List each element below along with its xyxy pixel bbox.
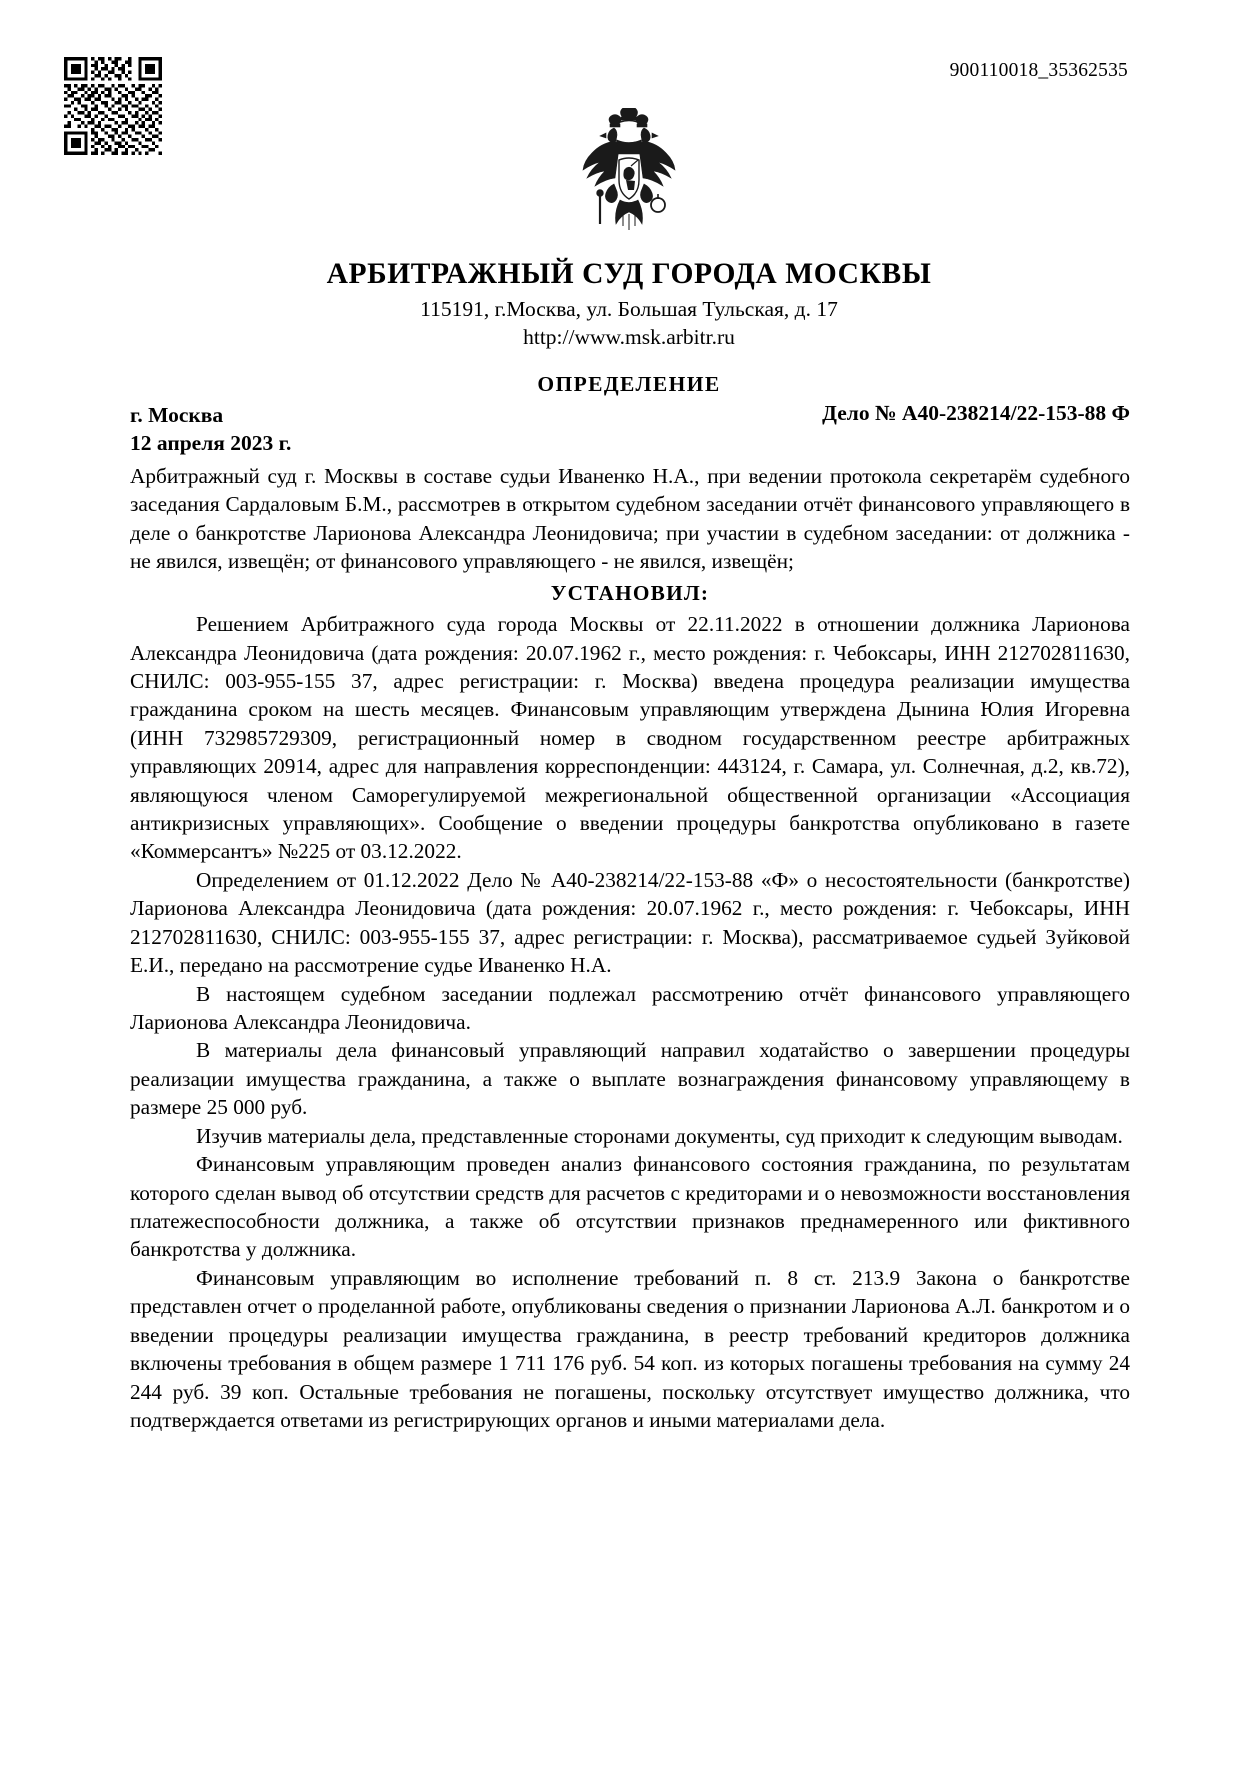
court-address: 115191, г.Москва, ул. Большая Тульская, д. 17 [420,297,838,321]
body-paragraph: В материалы дела финансовый управляющий направил ходатайство о завершении процедуры реализации имущества гражданина, а также о выплате вознаграждения финансовому управляющему в размере 25 000 руб. [130,1038,1130,1120]
document-type-heading: ОПРЕДЕЛЕНИЕ [537,372,721,396]
russian-coat-of-arms-emblem [570,108,688,240]
qr-code [64,57,162,155]
case-number: Дело № А40-238214/22-153-88 Ф [822,401,1130,425]
date-label: 12 апреля 2023 г. [130,431,292,456]
document-number: 900110018_35362535 [949,60,1128,81]
document-body [130,462,1130,1434]
body-paragraph: Финансовым управляющим во исполнение требований п. 8 ст. 213.9 Закона о банкротстве представлен отчет о проделанной работе, опубликованы сведения о признании Ларионова А.Л. банкротом и о введении процедуры реализации имущества гражданина, в реестр требований кредиторов должника включены требования в общем размере 1 711 176 руб. 54 коп. из которых погашены требования на сумму 24 244 руб. 39 коп. Остальные требования не погашены, поскольку отсутствует имущество должника, что подтверждается ответами из регистрирующих органов и иными материалами дела. [130,1265,1130,1432]
place-and-date-block [130,401,291,458]
established-heading: УСТАНОВИЛ: [550,580,710,605]
body-paragraph: Решением Арбитражного суда города Москвы от 22.11.2022 в отношении должника Ларионова Александра Леонидовича (дата рождения: 20.07.1962 г., место рождения: г. Чебоксары, ИНН 212702811630, СНИЛС: 003-955-155 37, адрес регистрации: г. Москва) введена процедура реализации имущества гражданина сроком на шесть месяцев. Финансовым управляющим утверждена Дынина Юлия Игоревна (ИНН 732985729309, регистрационный номер в сводном государственном реестре арбитражных управляющих 20914, адрес для направления корреспонденции: 443124, г. Самара, ул. Солнечная, д.2, кв.72), являющуюся членом Саморегулируемой межрегиональной общественной организации «Ассоциация антикризисных управляющих». Сообщение о введении процедуры банкротства опубликовано в газете «Коммерсантъ» №225 от 03.12.2022. [130,612,1130,864]
body-paragraph: В настоящем судебном заседании подлежал рассмотрению отчёт финансового управляющего Ларионова Александра Леонидовича. [130,981,1130,1035]
court-title: АРБИТРАЖНЫЙ СУД ГОРОДА МОСКВЫ [326,258,932,290]
court-website-url: http://www.msk.arbitr.ru [523,325,735,349]
document-meta-row [130,401,1130,458]
city-label: г. Москва [130,403,224,427]
intro-paragraph: Арбитражный суд г. Москвы в составе судьи Иваненко Н.А., при ведении протокола секретарём судебного заседания Сардаловым Б.М., рассмотрев в открытом судебном заседании отчёт финансового управляющего в деле о банкротстве Ларионова Александра Леонидовича; при участии в судебном заседании: от должника - не явился, извещён; от финансового управляющего - не явился, извещён; [130,464,1130,574]
body-paragraph: Изучив материалы дела, представленные сторонами документы, суд приходит к следующим выводам. [196,1123,1123,1148]
body-paragraph: Определением от 01.12.2022 Дело № А40-238214/22-153-88 «Ф» о несостоятельности (банкротстве) Ларионова Александра Леонидовича (дата рождения: 20.07.1962 г., место рождения: г. Чебоксары, ИНН 212702811630, СНИЛС: 003-955-155 37, адрес регистрации: г. Москва), рассматриваемое судьей Зуйковой Е.И., передано на рассмотрение судье Иваненко Н.А. [130,867,1130,978]
body-paragraph: Финансовым управляющим проведен анализ финансового состояния гражданина, по результатам которого сделан вывод об отсутствии средств для расчетов с кредиторами и о невозможности восстановления платежеспособности должника, а также об отсутствии признаков преднамеренного или фиктивного банкротства у должника. [130,1152,1130,1262]
